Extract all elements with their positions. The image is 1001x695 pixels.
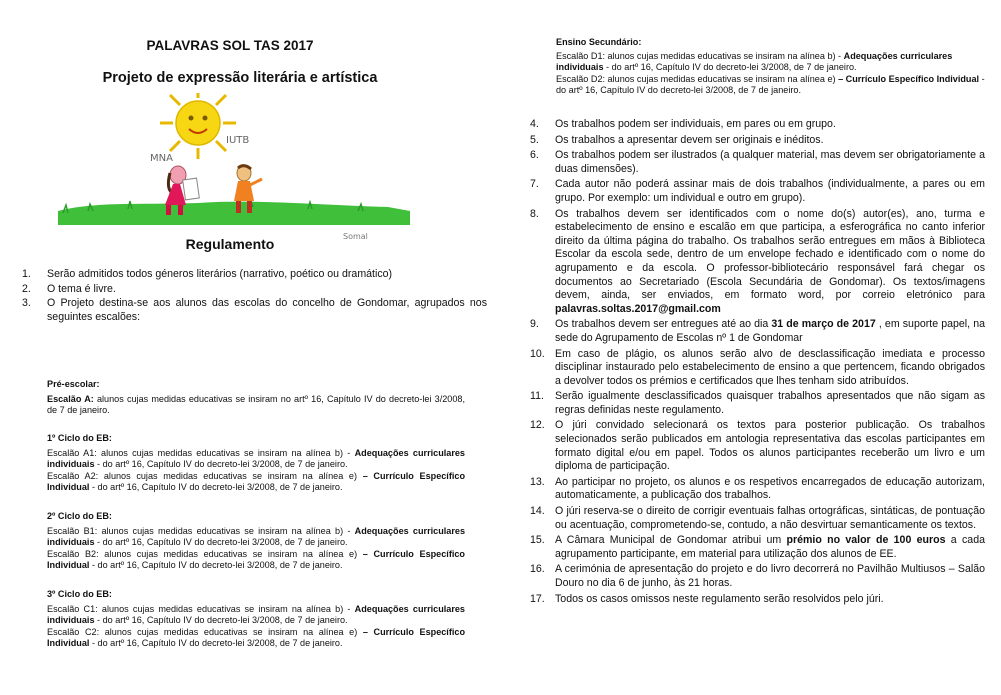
section-line: Escalão A: alunos cujas medidas educativas se insiram no artº 16, Capítulo IV do decreto-lei 3/2008, de 7 de janeiro.: [47, 393, 465, 416]
section-heading: 1º Ciclo do EB:: [47, 433, 112, 443]
list-item: 1. Serão admitidos todos géneros literários (narrativo, poético ou dramático): [22, 268, 393, 280]
rules-list-left: [22, 268, 487, 325]
section-line: Escalão D2: alunos cujas medidas educativas se insiram na alínea e) – Currículo Específico Individual - do artº 16, Capítulo IV do decreto-lei 3/2008, de 7 de janeiro.: [556, 73, 985, 96]
section-1-ciclo: [47, 433, 465, 494]
section-line: Escalão A2: alunos cujas medidas educativas se insiram na alínea e) – Currículo Específico Individual - do artº 16, Capítulo IV do decreto-lei 3/2008, de 7 de janeiro.: [47, 470, 465, 493]
rules-list-right: [530, 118, 985, 608]
sun-drawing: [160, 93, 236, 159]
drawing-letters-left: MNA: [150, 153, 173, 164]
prize-amount: prémio no valor de 100 euros: [786, 534, 946, 547]
list-item: 11. Serão igualmente desclassificados quaisquer trabalhos apresentados que não sigam as regras definidas neste regulamento.: [530, 390, 985, 416]
section-line: Escalão B1: alunos cujas medidas educativas se insiram na alínea b) - Adequações curriculares individuais - do artº 16, Capítulo IV do decreto-lei 3/2008, de 7 de janeiro.: [47, 525, 466, 548]
section-2-ciclo: [47, 511, 465, 572]
deadline-date: 31 de março de 2017: [771, 318, 876, 331]
drawing-signature: Somal: [343, 232, 368, 241]
grass-strip: [58, 199, 410, 225]
section-heading: Ensino Secundário:: [556, 37, 642, 47]
list-item: 17. Todos os casos omissos neste regulamento serão resolvidos pelo júri.: [530, 592, 884, 605]
drawing-letters-right: IUTB: [226, 135, 250, 146]
list-item: 7. Cada autor não poderá assinar mais de dois trabalhos (individualmente, a pares ou em grupo. Por exemplo: um individual e outro em grupo).: [530, 178, 985, 204]
document-subtitle: Projeto de expressão literária e artística: [102, 70, 378, 86]
list-item: 6. Os trabalhos podem ser ilustrados (a qualquer material, mas devem ser obrigatoriamente a duas dimensões).: [530, 149, 985, 175]
list-item: 14. O júri reserva-se o direito de corrigir eventuais falhas ortográficas, sintáticas, de pontuação ou acentuação, comprometendo-se, contudo, a não desvirtuar semanticamente os textos.: [530, 505, 985, 531]
list-item: 5. Os trabalhos a apresentar devem ser originais e inéditos.: [530, 133, 824, 146]
list-item: 10. Em caso de plágio, os alunos serão alvo de desclassificação imediata e processo disciplinar instaurado pelo estabelecimento de ensino a que pertencem, ficando obrigados a devolver todos os prémios e certificados que lhes tenham sido atribuídos.: [530, 347, 985, 387]
list-item: 2. O tema é livre.: [22, 282, 116, 295]
left-column: [0, 0, 500, 695]
right-column: [515, 0, 995, 695]
list-item: 9. Os trabalhos devem ser entregues até ao dia 31 de março de 2017 , em suporte papel, na sede do Agrupamento de Escolas nº 1 de Gondomar: [530, 318, 985, 344]
section-line: Escalão C2: alunos cujas medidas educativas se insiram na alínea e) – Currículo Específico Individual - do artº 16, Capítulo IV do decreto-lei 3/2008, de 7 de janeiro.: [47, 626, 466, 649]
document-title: PALAVRAS SOL TAS 2017: [146, 38, 314, 53]
list-item: 15. A Câmara Municipal de Gondomar atribui um prémio no valor de 100 euros a cada agrupamento participante, em material para utilização dos alunos de EE.: [530, 534, 985, 560]
list-item: 3. O Projeto destina-se aos alunos das escolas do concelho de Gondomar, agrupados nos seguintes escalões:: [22, 297, 487, 323]
list-item: 8. Os trabalhos devem ser identificados com o nome do(s) autor(es), ano, turma e estabelecimento de ensino e escalão em que participa, a esferográfica no canto inferior direito da última página do trabalho. Os trabalhos serão entregues em mãos à Biblioteca Escolar da escola sede, dentro de um envelope fechado e identificado com o nome do agrupamento e da escola. O professor-bibliotecário responsável fará chegar os documentos ao Secretariado (Escola Secundária de Gondomar). Os textos/imagens devem, ainda, ser enviados, em formato word, por correio eletrónico para palavras.soltas.2017@gmail.com: [530, 207, 985, 315]
section-line: Escalão D1: alunos cujas medidas educativas se insiram na alínea b) - Adequações curriculares individuais - do artº 16, Capítulo IV do decreto-lei 3/2008, de 7 de janeiro.: [556, 50, 953, 73]
list-item: 4. Os trabalhos podem ser individuais, em pares ou em grupo.: [530, 118, 836, 130]
regulation-heading: Regulamento: [185, 236, 275, 252]
section-line: Escalão A1: alunos cujas medidas educativas se insiram na alínea b) - Adequações curriculares individuais - do artº 16, Capítulo IV do decreto-lei 3/2008, de 7 de janeiro.: [47, 447, 465, 470]
section-heading: 2º Ciclo do EB:: [47, 511, 112, 521]
section-3-ciclo: [47, 589, 465, 650]
section-line: Escalão B2: alunos cujas medidas educativas se insiram na alínea e) – Currículo Específico Individual - do artº 16, Capítulo IV do decreto-lei 3/2008, de 7 de janeiro.: [47, 548, 465, 571]
list-item: 16. A cerimónia de apresentação do projeto e do livro decorrerá no Pavilhão Multiusos – Salão Douro no dia 6 de junho, às 21 horas.: [530, 563, 985, 589]
list-item: 13. Ao participar no projeto, os alunos e os respetivos encarregados de educação autorizam, automaticamente, a publicação dos trabalhos.: [530, 475, 985, 502]
section-preescolar: [47, 379, 465, 417]
section-line: Escalão C1: alunos cujas medidas educativas se insiram na alínea b) - Adequações curriculares individuais - do artº 16, Capítulo IV do decreto-lei 3/2008, de 7 de janeiro.: [47, 603, 465, 626]
section-heading: Pré-escolar:: [47, 379, 100, 389]
contact-email: palavras.soltas.2017@gmail.com: [555, 302, 721, 315]
section-heading: 3º Ciclo do EB:: [47, 589, 112, 599]
list-item: 12. O júri convidado selecionará os textos para posterior publicação. Os trabalhos selecionados serão publicados em antologia representativa das escolas participantes em formato digital e/ou em papel. Todos os alunos participantes receberão um livro e um diploma de participação.: [530, 419, 985, 473]
child-drawing-illustration: [58, 93, 418, 243]
section-secundario: [556, 37, 986, 97]
